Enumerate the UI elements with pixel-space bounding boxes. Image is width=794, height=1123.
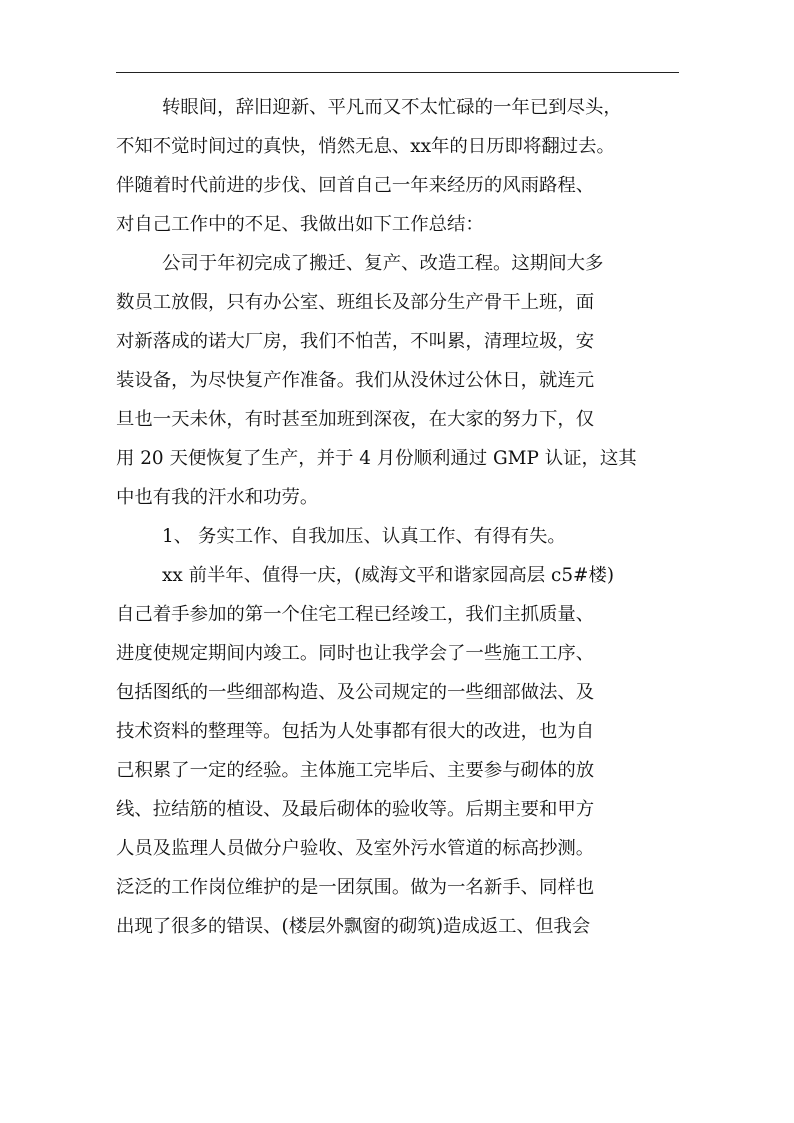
text-line: 对自己工作中的不足、我做出如下工作总结： — [116, 214, 484, 235]
text-line: 己积累了一定的经验。主体施工完毕后、主要参与砌体的放 — [116, 760, 595, 781]
text-line: 人员及监理人员做分户验收、及室外污水管道的标高抄测。 — [116, 838, 595, 859]
text-line: 转眼间，辞旧迎新、平凡而又不太忙碌的一年已到尽头， — [162, 97, 622, 118]
text-line: 包括图纸的一些细部构造、及公司规定的一些细部做法、及 — [116, 682, 595, 703]
text-line: 进度使规定期间内竣工。同时也让我学会了一些施工工序、 — [116, 643, 595, 664]
header-rule — [116, 72, 679, 73]
text-line: xx 前半年、值得一庆，(威海文平和谐家园高层 c5#楼) — [162, 565, 615, 586]
text-line: 公司于年初完成了搬迁、复产、改造工程。这期间大多 — [162, 253, 604, 274]
text-line: 伴随着时代前进的步伐、回首自己一年来经历的风雨路程、 — [116, 175, 595, 196]
text-line: 旦也一天未休，有时甚至加班到深夜，在大家的努力下，仅 — [116, 409, 595, 430]
text-line: 自己着手参加的第一个住宅工程已经竣工，我们主抓质量、 — [116, 604, 595, 625]
text-line: 数员工放假，只有办公室、班组长及部分生产骨干上班，面 — [116, 292, 595, 313]
text-line: 对新落成的诺大厂房，我们不怕苦，不叫累，清理垃圾，安 — [116, 331, 595, 352]
text-line: 不知不觉时间过的真快，悄然无息、xx年的日历即将翻过去。 — [116, 136, 615, 157]
text-line: 1、 务实工作、自我加压、认真工作、有得有失。 — [162, 526, 566, 547]
text-line: 用 20 天便恢复了生产，并于 4 月份顺利通过 GMP 认证，这其 — [116, 448, 637, 469]
text-line: 中也有我的汗水和功劳。 — [116, 487, 319, 508]
document-body — [116, 88, 691, 946]
text-line: 出现了很多的错误、(楼层外飘窗的砌筑)造成返工、但我会 — [116, 916, 591, 937]
text-line: 泛泛的工作岗位维护的是一团氛围。做为一名新手、同样也 — [116, 877, 595, 898]
text-line: 技术资料的整理等。包括为人处事都有很大的改进，也为自 — [116, 721, 595, 742]
text-line: 线、拉结筋的植设、及最后砌体的验收等。后期主要和甲方 — [116, 799, 595, 820]
text-line: 装设备，为尽快复产作准备。我们从没休过公休日，就连元 — [116, 370, 595, 391]
